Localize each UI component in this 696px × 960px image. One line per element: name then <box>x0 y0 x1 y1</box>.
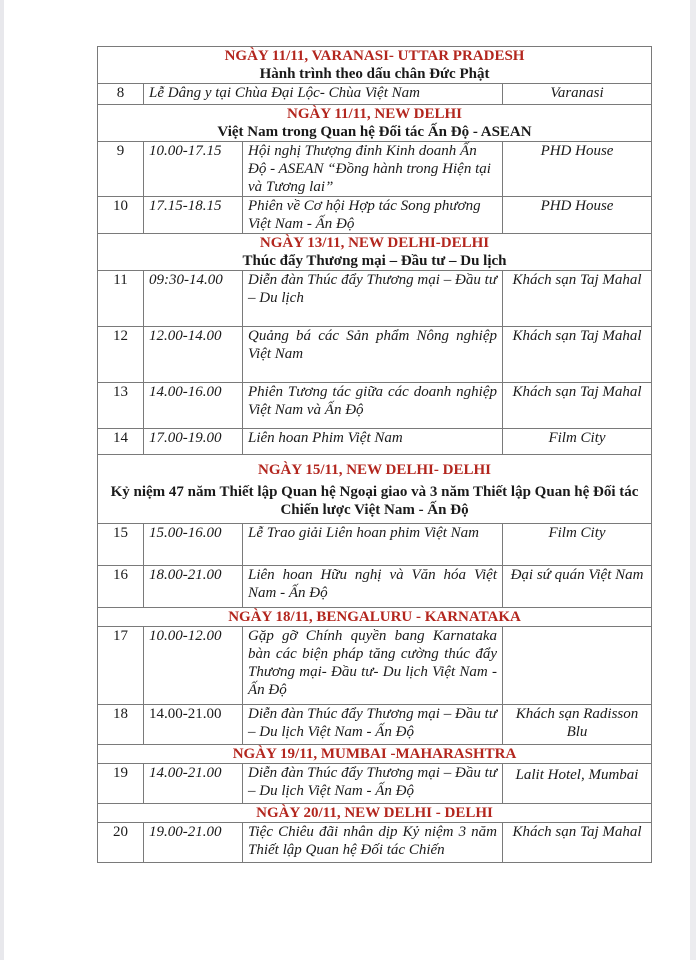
section-title: NGÀY 13/11, NEW DELHI-DELHI <box>259 235 490 251</box>
section-subtitle: Việt Nam trong Quan hệ Đối tác Ấn Độ - ASEAN <box>217 124 532 140</box>
section-header <box>98 105 652 142</box>
row-number: 17 <box>98 627 144 705</box>
row-location: Film City <box>503 429 652 455</box>
row-time: 12.00-14.00 <box>144 327 243 383</box>
row-location: PHD House <box>503 197 652 234</box>
section-title: NGÀY 11/11, VARANASI- UTTAR PRADESH <box>224 48 525 64</box>
row-time: 14.00-16.00 <box>144 383 243 429</box>
row-time: 18.00-21.00 <box>144 566 243 608</box>
section-header <box>98 804 652 823</box>
row-location: Khách sạn Taj Mahal <box>503 383 652 429</box>
row-location: Khách sạn Taj Mahal <box>503 823 652 863</box>
table-row <box>98 627 652 705</box>
table-row <box>98 524 652 566</box>
row-number: 9 <box>98 142 144 197</box>
row-location: Lalit Hotel, Mumbai <box>503 764 652 804</box>
row-number: 20 <box>98 823 144 863</box>
section-header-cell <box>98 608 652 627</box>
row-event: Gặp gỡ Chính quyền bang Karnataka bàn các biện pháp tăng cường thúc đẩy Thương mại- Đầu tư- Du lịch Việt Nam - Ấn Độ <box>243 627 503 705</box>
row-event: Tiệc Chiêu đãi nhân dịp Kỷ niệm 3 năm Thiết lập Quan hệ Đối tác Chiến <box>243 823 503 863</box>
row-event: Hội nghị Thượng đỉnh Kinh doanh Ấn Độ - ASEAN “Đồng hành trong Hiện tại và Tương lai” <box>243 142 503 197</box>
table-row <box>98 327 652 383</box>
row-number: 18 <box>98 705 144 745</box>
row-event: Lễ Dâng y tại Chùa Đại Lộc- Chùa Việt Nam <box>144 84 503 105</box>
section-subtitle: Hành trình theo dấu chân Đức Phật <box>259 66 490 82</box>
row-time: 15.00-16.00 <box>144 524 243 566</box>
row-event: Quảng bá các Sản phẩm Nông nghiệp Việt Nam <box>243 327 503 383</box>
section-header-cell <box>98 804 652 823</box>
row-number: 16 <box>98 566 144 608</box>
row-event: Diễn đàn Thúc đẩy Thương mại – Đầu tư – Du lịch Việt Nam - Ấn Độ <box>243 705 503 745</box>
table-row <box>98 271 652 327</box>
section-title: NGÀY 20/11, NEW DELHI - DELHI <box>256 805 493 821</box>
section-header <box>98 455 652 524</box>
row-location: Khách sạn Taj Mahal <box>503 271 652 327</box>
row-time: 09:30-14.00 <box>144 271 243 327</box>
row-time: 17.15-18.15 <box>144 197 243 234</box>
table-row <box>98 566 652 608</box>
row-number: 12 <box>98 327 144 383</box>
row-event: Diễn đàn Thúc đẩy Thương mại – Đầu tư – Du lịch <box>243 271 503 327</box>
row-location: Khách sạn Radisson Blu <box>503 705 652 745</box>
row-number: 15 <box>98 524 144 566</box>
row-time: 10.00-12.00 <box>144 627 243 705</box>
row-time: 19.00-21.00 <box>144 823 243 863</box>
row-number: 10 <box>98 197 144 234</box>
section-title: NGÀY 19/11, MUMBAI -MAHARASHTRA <box>232 746 517 762</box>
section-header-cell <box>98 455 652 524</box>
section-header <box>98 608 652 627</box>
section-header-cell <box>98 745 652 764</box>
table-row <box>98 142 652 197</box>
row-event: Phiên Tương tác giữa các doanh nghiệp Việt Nam và Ấn Độ <box>243 383 503 429</box>
schedule-table <box>97 46 652 863</box>
row-event: Liên hoan Hữu nghị và Văn hóa Việt Nam - Ấn Độ <box>243 566 503 608</box>
page-edge-left <box>0 0 4 960</box>
row-time: 10.00-17.15 <box>144 142 243 197</box>
section-header-cell <box>98 47 652 84</box>
section-title: NGÀY 11/11, NEW DELHI <box>286 106 463 122</box>
row-number: 11 <box>98 271 144 327</box>
row-number: 14 <box>98 429 144 455</box>
row-event: Phiên về Cơ hội Hợp tác Song phương Việt Nam - Ấn Độ <box>243 197 503 234</box>
row-event: Diễn đàn Thúc đẩy Thương mại – Đầu tư – Du lịch Việt Nam - Ấn Độ <box>243 764 503 804</box>
section-header <box>98 234 652 271</box>
table-row <box>98 383 652 429</box>
section-header <box>98 745 652 764</box>
row-number: 19 <box>98 764 144 804</box>
section-subtitle: Kỷ niệm 47 năm Thiết lập Quan hệ Ngoại giao và 3 năm Thiết lập Quan hệ Đối tác Chiến lược Việt Nam - Ấn Độ <box>110 484 639 518</box>
row-location: Khách sạn Taj Mahal <box>503 327 652 383</box>
section-header-cell <box>98 234 652 271</box>
table-row <box>98 429 652 455</box>
row-number: 13 <box>98 383 144 429</box>
row-location <box>503 627 652 705</box>
table-row <box>98 84 652 105</box>
section-header <box>98 47 652 84</box>
row-location: Film City <box>503 524 652 566</box>
row-location: Varanasi <box>503 84 652 105</box>
section-title: NGÀY 15/11, NEW DELHI- DELHI <box>258 462 491 478</box>
table-row <box>98 705 652 745</box>
table-row <box>98 197 652 234</box>
row-time: 14.00-21.00 <box>144 764 243 804</box>
section-title: NGÀY 18/11, BENGALURU - KARNATAKA <box>228 609 521 625</box>
row-number: 8 <box>98 84 144 105</box>
row-location: PHD House <box>503 142 652 197</box>
table-row <box>98 764 652 804</box>
section-header-cell <box>98 105 652 142</box>
table-row <box>98 823 652 863</box>
row-time: 14.00-21.00 <box>144 705 243 745</box>
page-edge-right <box>690 0 696 960</box>
row-time: 17.00-19.00 <box>144 429 243 455</box>
row-event: Lễ Trao giải Liên hoan phim Việt Nam <box>243 524 503 566</box>
row-location: Đại sứ quán Việt Nam <box>503 566 652 608</box>
row-event: Liên hoan Phim Việt Nam <box>243 429 503 455</box>
section-subtitle: Thúc đẩy Thương mại – Đầu tư – Du lịch <box>242 253 507 269</box>
